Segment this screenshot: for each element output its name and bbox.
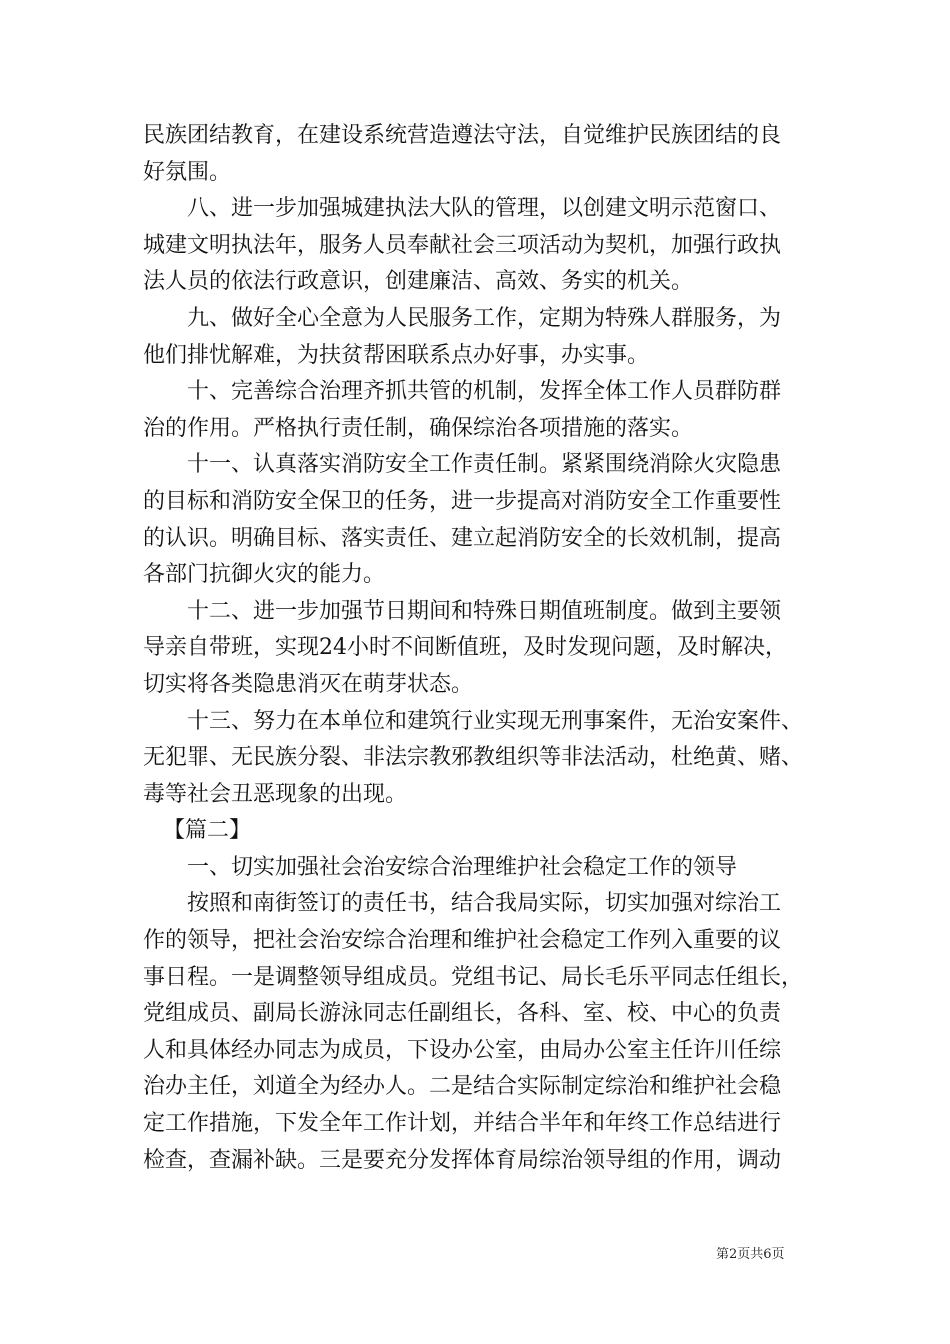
text-line: 党组成员、副局长游泳同志任副组长，各科、室、校、中心的负责	[143, 1001, 782, 1027]
document-body	[143, 118, 815, 1179]
text-line: 导亲自带班，实现24小时不间断值班，及时发现问题，及时解决，	[143, 635, 787, 661]
text-line: 好氛围。	[143, 159, 232, 185]
text-line: 法人员的依法行政意识，创建廉洁、高效、务实的机关。	[143, 269, 694, 295]
text-line: 作的领导，把社会治安综合治理和维护社会稳定工作列入重要的议	[143, 928, 782, 954]
subsection-heading: 一、切实加强社会治安综合治理维护社会稳定工作的领导	[187, 854, 738, 880]
paragraph-start: 八、进一步加强城建执法大队的管理，以创建文明示范窗口、	[187, 196, 782, 222]
section-heading: 【篇二】	[163, 818, 252, 844]
page-number: 第2页共6页	[716, 1247, 785, 1262]
text-line: 治办主任，刘道全为经办人。二是结合实际制定综治和维护社会稳	[143, 1074, 782, 1100]
text-line: 毒等社会丑恶现象的出现。	[143, 781, 408, 807]
paragraph-start: 十二、进一步加强节日期间和特殊日期值班制度。做到主要领	[187, 598, 782, 624]
paragraph-start: 十三、努力在本单位和建筑行业实现无刑事案件，无治安案件、	[187, 708, 804, 734]
text-line: 检查，查漏补缺。三是要充分发挥体育局综治领导组的作用，调动	[143, 1147, 782, 1173]
text-line: 人和具体经办同志为成员，下设办公室，由局办公室主任许川任综	[143, 1037, 782, 1063]
text-line: 事日程。一是调整领导组成员。党组书记、局长毛乐平同志任组长，	[143, 964, 804, 990]
text-line: 民族团结教育，在建设系统营造遵法守法，自觉维护民族团结的良	[143, 123, 782, 148]
text-line: 城建文明执法年，服务人员奉献社会三项活动为契机，加强行政执	[143, 232, 782, 258]
paragraph-start: 十一、认真落实消防安全工作责任制。紧紧围绕消除火灾隐患	[187, 452, 782, 478]
text-line: 各部门抗御火灾的能力。	[143, 562, 386, 588]
text-line: 的目标和消防安全保卫的任务，进一步提高对消防安全工作重要性	[143, 488, 782, 514]
paragraph-start: 按照和南街签订的责任书，结合我局实际，切实加强对综治工	[187, 891, 782, 917]
paragraph-start: 十、完善综合治理齐抓共管的机制，发挥全体工作人员群防群	[187, 379, 782, 405]
text-line: 定工作措施，下发全年工作计划，并结合半年和年终工作总结进行	[143, 1111, 782, 1137]
text-line: 他们排忧解难，为扶贫帮困联系点办好事，办实事。	[143, 342, 650, 368]
text-line: 治的作用。严格执行责任制，确保综治各项措施的落实。	[143, 415, 694, 441]
text-line: 的认识。明确目标、落实责任、建立起消防安全的长效机制，提高	[143, 525, 782, 551]
text-line: 无犯罪、无民族分裂、非法宗教邪教组织等非法活动，杜绝黄、赌、	[143, 745, 804, 771]
paragraph-start: 九、做好全心全意为人民服务工作，定期为特殊人群服务，为	[187, 305, 782, 331]
text-line: 切实将各类隐患消灭在萌芽状态。	[143, 671, 474, 697]
